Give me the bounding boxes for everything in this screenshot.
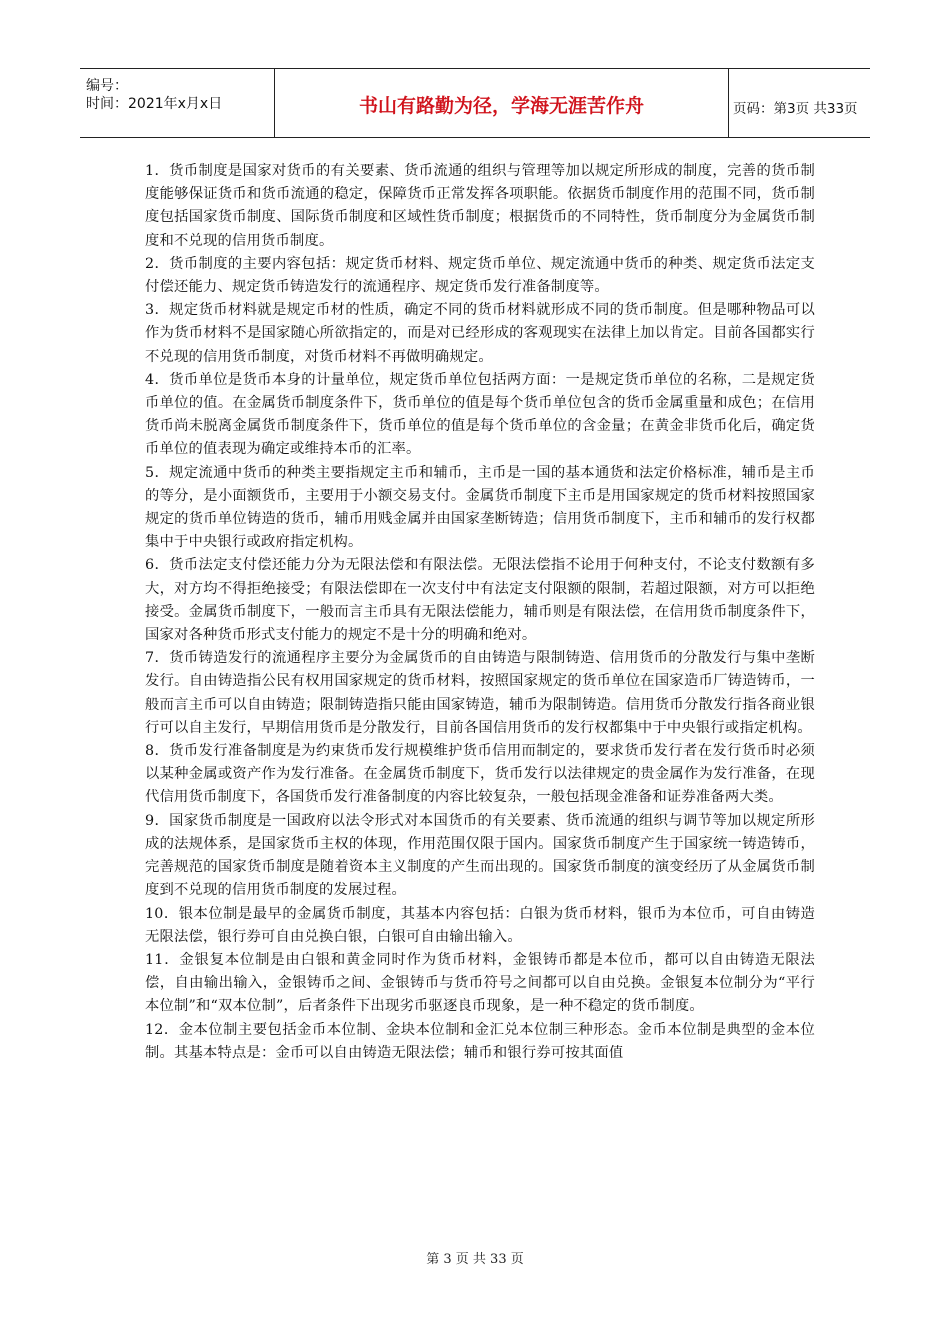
paragraph-10: 10．银本位制是最早的金属货币制度，其基本内容包括：白银为货币材料，银币为本位币，可自由铸造无限法偿，银行券可自由兑换白银，白银可自由输出输入。 (145, 905, 815, 945)
paragraph-8: 8．货币发行准备制度是为约束货币发行规模维护货币信用而制定的，要求货币发行者在发行货币时必须以某种金属或资产作为发行准备。在金属货币制度下，货币发行以法律规定的贵金属作为发行准备，在现代信用货币制度下，各国货币发行准备制度的内容比较复杂，一般包括现金准备和证券准备两大类。 (145, 743, 815, 806)
number-label: 编号： (86, 78, 128, 94)
page-header (80, 68, 870, 138)
paragraph-12: 12．金本位制主要包括金币本位制、金块本位制和金汇兑本位制三种形态。金币本位制是典型的金本位制。其基本特点是：金币可以自由铸造无限法偿；辅币和银行券可按其面值 (145, 1021, 815, 1061)
header-meta-cell (80, 69, 275, 137)
paragraph-2: 2．货币制度的主要内容包括：规定货币材料、规定货币单位、规定流通中货币的种类、规定货币法定支付偿还能力、规定货币铸造发行的流通程序、规定货币发行准备制度等。 (145, 255, 815, 296)
paragraph-1: 1．货币制度是国家对货币的有关要素、货币流通的组织与管理等加以规定所形成的制度，完善的货币制度能够保证货币和货币流通的稳定，保障货币正常发挥各项职能。依据货币制度作用的范围不同，货币制度包括国家货币制度、国际货币制度和区域性货币制度；根据货币的不同特性，货币制度分为金属货币制度和不兑现的信用货币制度。 (145, 163, 815, 249)
time-label: 时间：2021年x月x日 (86, 96, 223, 112)
motto-text: 书山有路勤为径，学海无涯苦作舟 (358, 95, 644, 117)
paragraph-11: 11．金银复本位制是由白银和黄金同时作为货币材料，金银铸币都是本位币，都可以自由铸造无限法偿，自由输出输入，金银铸币之间、金银铸币与货币符号之间都可以自由兑换。金银复本位制分为“平行本位制”和“双本位制”，后者条件下出现劣币驱逐良币现象，是一种不稳定的货币制度。 (145, 951, 815, 1015)
paragraph-4: 4．货币单位是货币本身的计量单位，规定货币单位包括两方面：一是规定货币单位的名称，二是规定货币单位的值。在金属货币制度条件下，货币单位的值是每个货币单位包含的货币金属重量和成色；在信用货币尚未脱离金属货币制度条件下，货币单位的值是每个货币单位的含金量；在黄金非货币化后，确定货币单位的值表现为确定或维持本币的汇率。 (145, 371, 815, 458)
page-footer: 第 3 页 共 33 页 (426, 1252, 524, 1267)
paragraph-5: 5．规定流通中货币的种类主要指规定主币和辅币，主币是一国的基本通货和法定价格标准，辅币是主币的等分，是小面额货币，主要用于小额交易支付。金属货币制度下主币是用国家规定的货币材料按照国家规定的货币单位铸造的货币，辅币用贱金属并由国家垄断铸造；信用货币制度下，主币和辅币的发行权都集中于中央银行或政府指定机构。 (145, 464, 815, 551)
document-body (145, 160, 815, 1065)
header-motto-cell (275, 69, 729, 137)
paragraph-9: 9．国家货币制度是一国政府以法令形式对本国货币的有关要素、货币流通的组织与调节等加以规定所形成的法规体系，是国家货币主权的体现，作用范围仅限于国内。国家货币制度产生于国家统一铸造铸币，完善规范的国家货币制度是随着资本主义制度的产生而出现的。国家货币制度的演变经历了从金属货币制度到不兑现的信用货币制度的发展过程。 (145, 812, 815, 899)
header-page-cell (729, 69, 870, 137)
paragraph-6: 6．货币法定支付偿还能力分为无限法偿和有限法偿。无限法偿指不论用于何种支付，不论支付数额有多大，对方均不得拒绝接受；有限法偿即在一次支付中有法定支付限额的限制，若超过限额，对方可以拒绝接受。金属货币制度下，一般而言主币具有无限法偿能力，辅币则是有限法偿，在信用货币制度条件下，国家对各种货币形式支付能力的规定不是十分的明确和绝对。 (145, 557, 815, 644)
page-info: 页码：第3页 共33页 (733, 101, 858, 117)
paragraph-7: 7．货币铸造发行的流通程序主要分为金属货币的自由铸造与限制铸造、信用货币的分散发行与集中垄断发行。自由铸造指公民有权用国家规定的货币材料，按照国家规定的货币单位在国家造币厂铸造铸币，一般而言主币可以自由铸造；限制铸造指只能由国家铸造，辅币为限制铸造。信用货币分散发行指各商业银行可以自主发行，早期信用货币是分散发行，目前各国信用货币的发行权都集中于中央银行或指定机构。 (145, 650, 815, 736)
paragraph-3: 3．规定货币材料就是规定币材的性质，确定不同的货币材料就形成不同的货币制度。但是哪种物品可以作为货币材料不是国家随心所欲指定的，而是对已经形成的客观现实在法律上加以肯定。目前各国都实行不兑现的信用货币制度，对货币材料不再做明确规定。 (145, 302, 815, 365)
